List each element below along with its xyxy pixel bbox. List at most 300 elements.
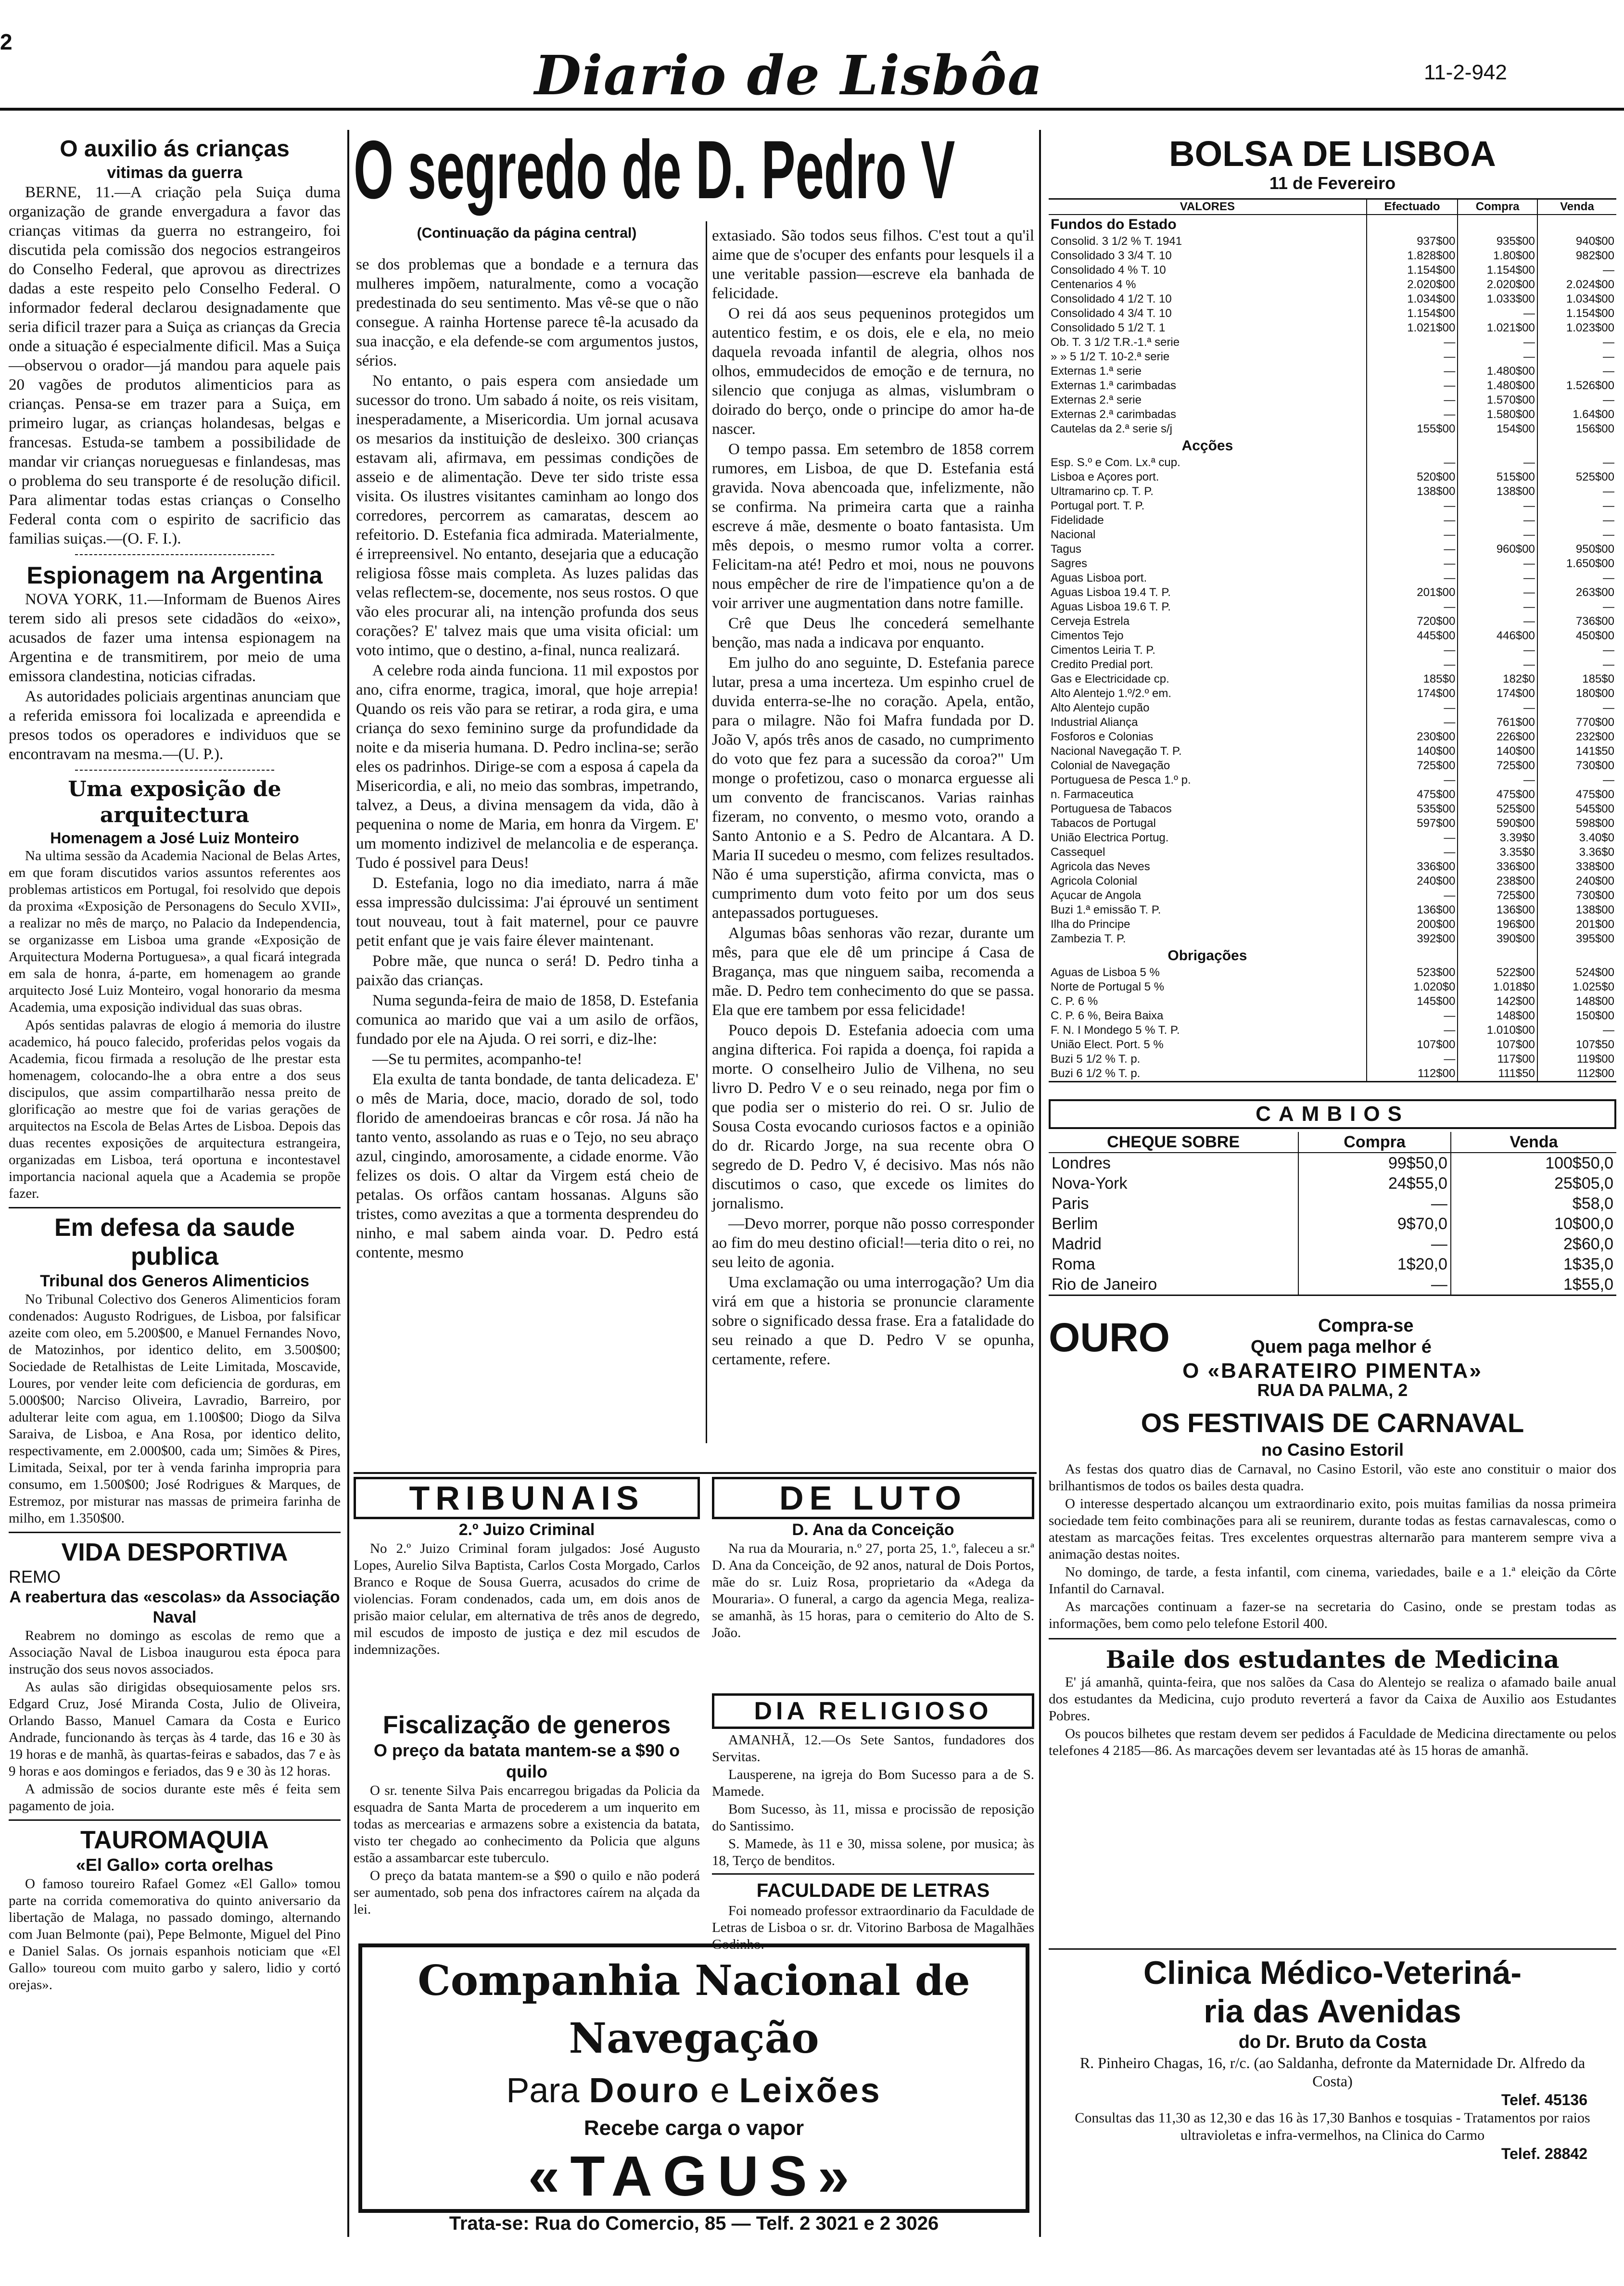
paragraph: No 2.º Juizo Criminal foram julgados: José Augusto Lopes, Aurelio Silva Baptista, Carlos Costa Morgado, Carlos Branco e Roque de Sousa Guerra, acusados do crime de violencias. Foram condenados, cada um, em dois anos de prisão maior celular, em alternativa de três anos de degredo, mil escudos de imposto de justiça e dez mil escudos de indemnizações. (354, 1541, 700, 1657)
bolsa-security-name: Buzi 1.ª emissão T. P. (1051, 903, 1161, 916)
bolsa-price: 597$00 (1367, 816, 1458, 831)
bolsa-section (1049, 135, 1616, 1097)
bolsa-empty-cell (1458, 436, 1537, 456)
cambios-header: CHEQUE SOBRE (1107, 1133, 1240, 1151)
bolsa-security-name: Buzi 6 1/2 % T. p. (1051, 1067, 1141, 1080)
bolsa-empty-cell (1537, 215, 1616, 234)
bolsa-price: 1.154$00 (1537, 306, 1616, 321)
bolsa-row (1049, 730, 1616, 744)
paragraph: O sr. tenente Silva Pais encarregou brigadas da Policia da esquadra de Santa Marta de procederem a um inquerito em todas as mercearias e armazens sobre a existencia da batata, visto ter chegado ao conhecimento da Policia que alguns estão a assambarcar este tuberculo. (354, 1783, 700, 1866)
clinica-doctor: do Dr. Bruto da Costa (1238, 2032, 1427, 2052)
bolsa-price: 960$00 (1458, 542, 1537, 557)
paragraph: O famoso toureiro Rafael Gomez «El Gallo» tomou parte na corrida comemorativa do quinto aniversario da libertação de Malaga, no passado domingo, alternando com Juan Belmonte (pai), Pepe Belmonte, Miguel del Pino e Daniel Salas. Os jornais espanhois noticiam que «El Gallo» toureou com muito garbo y salero, lidio y cortó orejas». (9, 1876, 341, 1993)
bolsa-section-name: Fundos do Estado (1051, 216, 1177, 232)
cambios-header: Compra (1298, 1132, 1451, 1153)
bolsa-security-name: Fidelidade (1051, 514, 1104, 527)
cambios-rate: $58,0 (1451, 1194, 1616, 1214)
exposicao-body (9, 848, 341, 1202)
bolsa-security-name: Alto Alentejo cupão (1051, 701, 1150, 714)
bolsa-price: 119$00 (1537, 1052, 1616, 1067)
bolsa-security-name: Sagres (1051, 557, 1088, 570)
cambios-row (1049, 1153, 1616, 1173)
religioso-title: DIA RELIGIOSO (754, 1697, 992, 1725)
ouro-line1: Compra-se (1318, 1316, 1414, 1336)
bolsa-price: 2.024$00 (1537, 278, 1616, 292)
auxilio-body (9, 183, 341, 548)
bolsa-price: 475$00 (1367, 787, 1458, 802)
fiscal-section (354, 1710, 700, 1936)
bolsa-security-name: Industrial Aliança (1051, 716, 1138, 729)
bolsa-security-name: Tabacos de Portugal (1051, 817, 1156, 830)
bolsa-security-name: Buzi 5 1/2 % T. p. (1051, 1053, 1141, 1066)
bolsa-price: — (1537, 571, 1616, 585)
bolsa-row (1049, 672, 1616, 686)
bolsa-price: — (1367, 715, 1458, 730)
carnaval-body (1049, 1461, 1616, 1632)
cambios-row (1049, 1254, 1616, 1274)
bolsa-price: — (1367, 350, 1458, 364)
bolsa-security-name: Cimentos Leiria T. P. (1051, 644, 1155, 657)
carnaval-subtitle: no Casino Estoril (1261, 1440, 1404, 1460)
cambios-rate: — (1298, 1274, 1451, 1295)
clinica-hours: Consultas das 11,30 as 12,30 e das 16 às 17,30 Banhos e tosquias - Tratamentos por raios ultravioletas e infra-vermelhos, na Clinica do Carmo (1075, 2110, 1590, 2143)
bolsa-price: 196$00 (1458, 917, 1537, 932)
bolsa-price: — (1458, 571, 1537, 585)
bolsa-price: 180$00 (1537, 686, 1616, 701)
bolsa-security-name: F. N. I Mondego 5 % T. P. (1051, 1024, 1180, 1037)
bolsa-section-name: Obrigações (1167, 948, 1247, 964)
paragraph: AMANHÃ, 12.—Os Sete Santos, fundadores dos Servitas. (712, 1732, 1034, 1765)
bolsa-price: 590$00 (1458, 816, 1537, 831)
bolsa-row (1049, 278, 1616, 292)
bolsa-price: — (1367, 831, 1458, 845)
paragraph: S. Mamede, às 11 e 30, missa solene, por musica; às 18, Terço de benditos. (712, 1836, 1034, 1868)
bolsa-security-name: Centenarios 4 % (1051, 278, 1136, 291)
bolsa-price: — (1537, 364, 1616, 379)
bolsa-price: — (1537, 456, 1616, 470)
bolsa-price: 138$00 (1458, 484, 1537, 499)
paragraph: Foi nomeado professor extraordinario da Faculdade de Letras de Lisboa o sr. dr. Vitorino Barbosa de Magalhães Godinho. (712, 1903, 1034, 1952)
bolsa-row (1049, 845, 1616, 860)
bolsa-security-name: Portuguesa de Tabacos (1051, 802, 1172, 815)
paragraph: Numa segunda-feira de maio de 1858, D. Estefania comunica ao marido que vai a um asilo de orfãos, fundado por ele na Ajuda. O rei sorri, e diz-lhe: (356, 992, 698, 1048)
bolsa-price: — (1537, 513, 1616, 528)
bolsa-price: 336$00 (1458, 860, 1537, 874)
bolsa-price: 3.36$0 (1537, 845, 1616, 860)
cambios-rate: — (1298, 1234, 1451, 1254)
bolsa-price: 1.154$00 (1458, 263, 1537, 278)
bolsa-row (1049, 422, 1616, 436)
paragraph: A celebre roda ainda funciona. 11 mil expostos por ano, cifra enorme, tragica, imoral, que hoje arrepia! Quando os reis vão para se retirar, a roda gira, e uma criança do sexo feminino surge da profundidade da noite e da miseria humana. D. Pedro inclina-se; serão eles os padrinhos. Dirige-se com a esposa á capela da Misericordia, e ali, no meio das sombras, impetrando, talvez, a Deus, a divina mensagem da vida, dão à pequenina o nome de Maria, em honra da Virgem. E' um momento indizivel de melancolia e de esperança. Tudo é possivel para Deus! (356, 662, 698, 872)
bolsa-price: — (1537, 701, 1616, 715)
cambios-rate: — (1298, 1194, 1451, 1214)
bolsa-security-name: Consolidado 5 1/2 T. 1 (1051, 321, 1166, 334)
religioso-section (712, 1693, 1034, 1952)
cambios-rate: 1$20,0 (1298, 1254, 1451, 1274)
bolsa-section-name: Acções (1181, 438, 1233, 454)
bolsa-price: 392$00 (1367, 932, 1458, 946)
bolsa-row (1049, 965, 1616, 980)
bolsa-price: — (1367, 773, 1458, 787)
bolsa-row (1049, 874, 1616, 889)
navegacao-cargo: Recebe carga o vapor (584, 2116, 804, 2140)
bolsa-price: — (1537, 643, 1616, 658)
auxilio-subtitle: vitimas da guerra (107, 164, 242, 182)
bolsa-row (1049, 393, 1616, 407)
bolsa-row (1049, 1067, 1616, 1082)
bolsa-price: 937$00 (1367, 234, 1458, 249)
ouro-line2: Quem paga melhor é (1251, 1337, 1432, 1357)
bolsa-price: 598$00 (1537, 816, 1616, 831)
medicina-title: Baile dos estudantes de Medicina (1105, 1645, 1560, 1674)
bolsa-price: 150$00 (1537, 1009, 1616, 1023)
bolsa-price: — (1458, 557, 1537, 571)
paragraph: extasiado. São todos seus filhos. C'est tout a qu'il aime que de s'ocuper des enfants pour lesquels il a une veritable passion—escreve ela banhada de felicidade. (712, 227, 1034, 302)
bolsa-price: 1.018$0 (1458, 980, 1537, 994)
bolsa-price: 3.35$0 (1458, 845, 1537, 860)
tribunais-title-box (354, 1477, 700, 1519)
bolsa-price: — (1458, 306, 1537, 321)
ouro-title: OURO (1049, 1315, 1170, 1360)
bolsa-price: 1.021$00 (1458, 321, 1537, 335)
paragraph: —Se tu permites, acompanho-te! (372, 1051, 583, 1068)
bolsa-security-name: Cimentos Tejo (1051, 629, 1124, 642)
bolsa-row (1049, 335, 1616, 350)
bolsa-price: — (1537, 350, 1616, 364)
cambios-row (1049, 1234, 1616, 1254)
bolsa-security-name: Consolid. 3 1/2 % T. 1941 (1051, 235, 1182, 248)
paragraph: se dos problemas que a bondade e a ternura das mulheres impõem, naturalmente, como a vocação predestinada do seu sentimento. Mas vê-se que o não consegue. A rainha Hortense parece tê-la acusado da sua inacção, e ela defende-se com argumentos justos, sérios. (356, 256, 698, 369)
bolsa-empty-cell (1458, 946, 1537, 965)
carnaval-title: OS FESTIVAIS DE CARNAVAL (1141, 1408, 1524, 1438)
bolsa-price: 525$00 (1537, 470, 1616, 484)
bolsa-price: 1.034$00 (1367, 292, 1458, 306)
bolsa-price: 140$00 (1367, 744, 1458, 759)
paragraph: Bom Sucesso, às 11, missa e procissão de reposição do Santissimo. (712, 1802, 1034, 1834)
desportiva-kicker: REMO (9, 1567, 61, 1587)
paragraph: E' já amanhã, quinta-feira, que nos salões da Casa do Alentejo se realiza o afamado baile anual dos estudantes da Medicina, cujo produto reverterá a favor da Caixa de Auxilio aos Estudantes Pobres. (1049, 1675, 1616, 1724)
bolsa-price: — (1537, 393, 1616, 407)
navegacao-destinations (362, 2068, 1026, 2114)
paragraph: NOVA YORK, 11.—Informam de Buenos Aires terem sido ali presos sete cidadãos do «eixo», acusados de fazer uma intensa espionagem na Argentina e de transmitirem, por meio de uma emissora clandestina, noticias cifradas. (9, 591, 341, 685)
bolsa-price: — (1367, 456, 1458, 470)
bolsa-security-name: Consolidado 4 % T. 10 (1051, 264, 1166, 277)
desportiva-body (9, 1627, 341, 1815)
bolsa-price: 1.034$00 (1537, 292, 1616, 306)
bolsa-row (1049, 787, 1616, 802)
bolsa-price: 725$00 (1367, 759, 1458, 773)
bolsa-price: — (1537, 263, 1616, 278)
bolsa-row (1049, 542, 1616, 557)
bolsa-price: — (1537, 484, 1616, 499)
bolsa-price: 182$0 (1458, 672, 1537, 686)
bolsa-price: — (1367, 335, 1458, 350)
bolsa-price: 950$00 (1537, 542, 1616, 557)
paragraph: Reabrem no domingo as escolas de remo que a Associação Naval de Lisboa inaugurou esta época para instrução dos seus novos associados. (9, 1628, 341, 1677)
bolsa-price: 1.570$00 (1458, 393, 1537, 407)
bolsa-price: — (1367, 379, 1458, 393)
bolsa-row (1049, 614, 1616, 629)
bolsa-security-name: Alto Alentejo 1.º/2.º em. (1051, 687, 1172, 700)
bolsa-price: 1.154$00 (1367, 263, 1458, 278)
bolsa-row (1049, 470, 1616, 484)
espionagem-title: Espionagem na Argentina (26, 562, 323, 589)
bolsa-price: 148$00 (1458, 1009, 1537, 1023)
bolsa-row (1049, 585, 1616, 600)
fiscal-subtitle: O preço da batata mantem-se a $90 o quilo (373, 1740, 680, 1781)
luto-body (712, 1540, 1034, 1641)
bolsa-price: — (1367, 557, 1458, 571)
medicina-body (1049, 1674, 1616, 1759)
pedro-kicker: (Continuação da página central) (417, 225, 637, 241)
bolsa-price: 174$00 (1458, 686, 1537, 701)
bolsa-price: 475$00 (1458, 787, 1537, 802)
bolsa-price: 1.025$0 (1537, 980, 1616, 994)
bolsa-row (1049, 456, 1616, 470)
bolsa-row (1049, 643, 1616, 658)
bolsa-price: — (1537, 600, 1616, 614)
navegacao-destination-1: Douro (589, 2071, 701, 2110)
paragraph: —Devo morrer, porque não posso corresponder ao fim do meu destino oficial!—teria dito o rei, no seu leito de agonia. (712, 1215, 1034, 1271)
bolsa-row (1049, 980, 1616, 994)
bolsa-row (1049, 1023, 1616, 1038)
bolsa-row (1049, 292, 1616, 306)
bolsa-price: — (1458, 335, 1537, 350)
letras-title: FACULDADE DE LETRAS (756, 1880, 990, 1901)
bolsa-price: 107$00 (1367, 1038, 1458, 1052)
bolsa-price: 445$00 (1367, 629, 1458, 643)
carnaval-section (1049, 1407, 1616, 1811)
clinica-tel: Telef. 45136 (1501, 2091, 1587, 2108)
bolsa-row (1049, 249, 1616, 263)
tauromaquia-body (9, 1876, 341, 1994)
masthead-date: 11-2-942 (1424, 61, 1507, 84)
saude-subtitle: Tribunal dos Generos Alimenticios (40, 1272, 309, 1290)
bolsa-price: — (1458, 701, 1537, 715)
bolsa-row (1049, 889, 1616, 903)
bolsa-price: 1.64$00 (1537, 407, 1616, 422)
bolsa-price: 141$50 (1537, 744, 1616, 759)
bolsa-price: 730$00 (1537, 759, 1616, 773)
bolsa-price: — (1458, 600, 1537, 614)
bolsa-price: 3.39$0 (1458, 831, 1537, 845)
luto-title: DE LUTO (779, 1479, 967, 1517)
bolsa-price: 240$00 (1537, 874, 1616, 889)
bolsa-price: — (1458, 513, 1537, 528)
masthead-rule (0, 108, 1624, 111)
bolsa-price: 200$00 (1367, 917, 1458, 932)
bolsa-security-name: Esp. S.º e Com. Lx.ª cup. (1051, 456, 1180, 469)
luto-section (712, 1477, 1034, 1689)
bolsa-security-name: » » 5 1/2 T. 10-2.ª serie (1051, 350, 1170, 363)
bolsa-row (1049, 816, 1616, 831)
bolsa-price: 201$00 (1367, 585, 1458, 600)
bolsa-price: — (1537, 1023, 1616, 1038)
bolsa-price: — (1367, 658, 1458, 672)
exposicao-subtitle: Homenagem a José Luiz Monteiro (50, 829, 299, 847)
bolsa-security-name: Aguas Lisboa port. (1051, 572, 1147, 584)
paragraph: No entanto, o pais espera com ansiedade um sucessor do trono. Um sabado á noite, os reis visitam, inesperadamente, a Misericordia. Um jornal acusava os mesarios da instituição de desleixo. 300 crianças estavam ali, afirmava, em pessimas condições de asseio e de alimentação. Deve ter sido triste essa visita. Os ilustres visitantes caminham ao longo dos corredores, percorrem as camaratas, descem ao refeitorio. D. Estefania fica admirada. Materialmente, é irrepreensivel. No entanto, desejaria que a educação religiosa fôsse mais completa. As luzes palidas das velas reflectem-se, docemente, nos seus rostos. O que vão eles procurar ali, na intenção profunda dos seus corações? E' talvez mais que uma visita oficial: um voto intimo, que o destino, a-final, nunca realizará. (356, 372, 698, 659)
bolsa-row (1049, 773, 1616, 787)
bolsa-price: — (1458, 643, 1537, 658)
bolsa-price: 148$00 (1537, 994, 1616, 1009)
column-rule (347, 130, 349, 2237)
paragraph: Ela exulta de tanta bondade, de tanta delicadeza. E' o mês de Maria, doce, macio, dorado de sol, todo florido de amendoeiras brancas e côr rosa. Já não ha tanto vento, assolando as ruas e o Tejo, no seu abraço azul, cingindo, amorosamente, a cidade enorme. Vão felizes os dois. O altar da Virgem está cheio de petalas. Os orfãos cantam hossanas. Alguns são tristes, como avezitas a que a tormenta desprendeu do ninho, e mal sabem ainda voar. D. Pedro está contente, mesmo (356, 1071, 698, 1261)
navegacao-destination-2: Leixões (739, 2071, 882, 2110)
tribunais-section (354, 1477, 700, 1703)
paragraph: Uma exclamação ou uma interrogação? Um dia virá em que a historia se pronuncie claramente sobre o significado dessa frase. Era a fatalidade do seu reinado a que D. Pedro V se opunha, certamente, refere. (712, 1274, 1034, 1368)
bolsa-price: 142$00 (1458, 994, 1537, 1009)
tribunais-subtitle: 2.º Juizo Criminal (458, 1521, 595, 1539)
page-number: 2 (0, 29, 13, 54)
bolsa-section-row (1049, 436, 1616, 456)
bolsa-price: — (1458, 350, 1537, 364)
cambios-header: Venda (1451, 1132, 1616, 1153)
bolsa-row (1049, 484, 1616, 499)
bolsa-security-name: Cerveja Estrela (1051, 615, 1130, 628)
bolsa-price: 111$50 (1458, 1067, 1537, 1082)
paragraph: Lausperene, na igreja do Bom Sucesso para a de S. Mamede. (712, 1767, 1034, 1799)
bolsa-price: — (1537, 658, 1616, 672)
navegacao-footer: Trata-se: Rua do Comercio, 85 — Telf. 2 3021 e 2 3026 (449, 2213, 939, 2234)
espionagem-body (9, 590, 341, 764)
bolsa-row (1049, 364, 1616, 379)
bolsa-price: 725$00 (1458, 889, 1537, 903)
bolsa-empty-cell (1537, 436, 1616, 456)
bolsa-row (1049, 917, 1616, 932)
bolsa-security-name: União Elect. Port. 5 % (1051, 1038, 1164, 1051)
bolsa-row (1049, 860, 1616, 874)
bolsa-price: 232$00 (1537, 730, 1616, 744)
bolsa-security-name: Gas e Electricidade cp. (1051, 673, 1169, 686)
bolsa-security-name: Portugal port. T. P. (1051, 499, 1145, 512)
fiscal-body (354, 1782, 700, 1918)
tauromaquia-subtitle: «El Gallo» corta orelhas (76, 1855, 274, 1875)
bolsa-security-name: Credito Predial port. (1051, 658, 1154, 671)
bolsa-price: 522$00 (1458, 965, 1537, 980)
bolsa-price: — (1367, 1052, 1458, 1067)
bolsa-price: 1.154$00 (1367, 306, 1458, 321)
bolsa-row (1049, 499, 1616, 513)
bolsa-security-name: Zambezia T. P. (1051, 932, 1126, 945)
bolsa-price: 107$00 (1458, 1038, 1537, 1052)
navegacao-para: Para (506, 2071, 580, 2110)
bolsa-row (1049, 263, 1616, 278)
cambios-rate: 10$00,0 (1451, 1214, 1616, 1234)
ouro-line3: O «BARATEIRO PIMENTA» (1182, 1359, 1483, 1383)
bolsa-price: 520$00 (1367, 470, 1458, 484)
bolsa-security-name: Consolidado 4 1/2 T. 10 (1051, 292, 1172, 305)
fiscal-title: Fiscalização de generos (382, 1711, 671, 1739)
bolsa-price: 446$00 (1458, 629, 1537, 643)
bolsa-price: 1.80$00 (1458, 249, 1537, 263)
bolsa-price: — (1367, 889, 1458, 903)
bolsa-header: Compra (1458, 199, 1537, 215)
bolsa-price: — (1458, 614, 1537, 629)
bolsa-security-name: Portuguesa de Pesca 1.º p. (1051, 774, 1191, 787)
bolsa-price: 450$00 (1537, 629, 1616, 643)
bolsa-row (1049, 715, 1616, 730)
navegacao-ship: «TAGUS» (528, 2145, 860, 2208)
desportiva-title: VIDA DESPORTIVA (61, 1538, 288, 1566)
bolsa-price: 535$00 (1367, 802, 1458, 816)
bolsa-price: 725$00 (1458, 759, 1537, 773)
pedro-column-1 (356, 255, 698, 1467)
bolsa-row (1049, 571, 1616, 585)
bolsa-security-name: Consolidado 3 3/4 T. 10 (1051, 249, 1172, 262)
cambios-title-box (1049, 1099, 1616, 1129)
cambios-row (1049, 1274, 1616, 1295)
bolsa-security-name: Externas 1.ª serie (1051, 365, 1142, 378)
tribunais-body (354, 1540, 700, 1658)
bolsa-security-name: Ultramarino cp. T. P. (1051, 485, 1154, 498)
bolsa-price: — (1367, 542, 1458, 557)
cambios-row (1049, 1214, 1616, 1234)
bolsa-price: — (1537, 499, 1616, 513)
paragraph: Após sentidas palavras de elogio á memoria do ilustre academico, há pouco falecido, proferidas pelos vogais da Academia, ficou firmada a resolução de lhe prestar esta homenagem, colocando-lhe a obra entre a dos seus discipulos, que assim compartilharão nessa preito de glorificação ao mestre que foi de varias gerações de arquitectos na Escola de Belas Artes de Lisboa. Depois das duas recentes exposições de arquitectura estrangeira, organizadas em Lisboa, terá oportuna e incontestavel importancia nacional aquela que a Academia se propõe fazer. (9, 1017, 341, 1201)
paragraph: O preço da batata mantem-se a $90 o quilo e não poderá ser aumentado, sob pena dos infractores caírem na alçada da lei. (354, 1868, 700, 1917)
bolsa-security-name: n. Farmaceutica (1051, 788, 1134, 801)
bolsa-price: — (1367, 1009, 1458, 1023)
bolsa-price: 1.023$00 (1537, 321, 1616, 335)
bolsa-price: — (1367, 528, 1458, 542)
bolsa-price: — (1367, 393, 1458, 407)
bolsa-price: 107$50 (1537, 1038, 1616, 1052)
paragraph: No domingo, de tarde, a festa infantil, com cinema, variedades, baile e a 1.ª eleição da Côrte Infantil do Carnaval. (1049, 1564, 1616, 1597)
bolsa-empty-cell (1537, 946, 1616, 965)
bolsa-row (1049, 1052, 1616, 1067)
bolsa-price: 226$00 (1458, 730, 1537, 744)
bolsa-empty-cell (1367, 946, 1458, 965)
saude-title: Em defesa da saude publica (54, 1214, 295, 1270)
bolsa-price: 112$00 (1367, 1067, 1458, 1082)
bolsa-row (1049, 528, 1616, 542)
bolsa-row (1049, 701, 1616, 715)
bolsa-price: 1.480$00 (1458, 364, 1537, 379)
bolsa-header: Efectuado (1367, 199, 1458, 215)
pedro-title: O segredo de D. Pedro V (354, 124, 955, 216)
bolsa-row (1049, 658, 1616, 672)
bolsa-price: 1.020$0 (1367, 980, 1458, 994)
bolsa-price: — (1537, 528, 1616, 542)
bolsa-price: 230$00 (1367, 730, 1458, 744)
bolsa-security-name: Lisboa e Açores port. (1051, 470, 1159, 483)
bolsa-date: 11 de Fevereiro (1269, 173, 1396, 193)
bolsa-price: 238$00 (1458, 874, 1537, 889)
paragraph: Os poucos bilhetes que restam devem ser pedidos á Faculdade de Medicina directamente ou pelos telefones 4 2185—86. As marcações devem ser levantadas até às 15 horas de amanhã. (1049, 1726, 1616, 1758)
saude-body (9, 1291, 341, 1527)
bolsa-empty-cell (1458, 215, 1537, 234)
bolsa-price: — (1367, 513, 1458, 528)
paragraph: No Tribunal Colectivo dos Generos Alimenticios foram condenados: Augusto Rodrigues, de Lisboa, por falsificar azeite com oleo, em 5.200$00, e Manuel Fernandes Novo, de Matozinhos, por identico delito, em 3.500$00; Sociedade de Retalhistas de Leite Limitada, Moscavide, Loures, por vender leite com deficiencia de gorduras, em 5.000$00; Narciso Oliveira, Lavradio, Barreiro, por adulterar leite com agua, em 1.100$00; Diogo da Silva Saraiva, de Lisboa, e Ana Rosa, por identico delito, respectivamente, em 2.000$00, cada um; Simões & Pires, Limitada, Seixal, por ter à venda farinha impropria para consumo, em 1.500$00; José Rodrigues & Marques, de Estremoz, por misturar nas massas de primeira farinha de milho, em 1.350$00. (9, 1292, 341, 1526)
bolsa-security-name: Ob. T. 3 1/2 T.R.-1.ª serie (1051, 336, 1180, 349)
bolsa-price: 525$00 (1458, 802, 1537, 816)
bolsa-price: 395$00 (1537, 932, 1616, 946)
bolsa-row (1049, 379, 1616, 393)
bolsa-row (1049, 557, 1616, 571)
bolsa-security-name: Externas 1.ª carimbadas (1051, 379, 1176, 392)
cambios-row (1049, 1173, 1616, 1194)
bolsa-price: 1.033$00 (1458, 292, 1537, 306)
bolsa-security-name: Norte de Portugal 5 % (1051, 980, 1165, 993)
paragraph: As festas dos quatro dias de Carnaval, no Casino Estoril, vão este ano constituir o maior dos brilhantismos de todos os bailes desta quadra. (1049, 1461, 1616, 1494)
bolsa-price: 770$00 (1537, 715, 1616, 730)
bolsa-price: — (1367, 571, 1458, 585)
clinica-ad (1049, 1948, 1616, 2218)
bolsa-security-name: União Electrica Portug. (1051, 831, 1169, 844)
bolsa-security-name: C. P. 6 %, Beira Baixa (1051, 1009, 1164, 1022)
bolsa-security-name: Colonial de Navegação (1051, 759, 1170, 772)
